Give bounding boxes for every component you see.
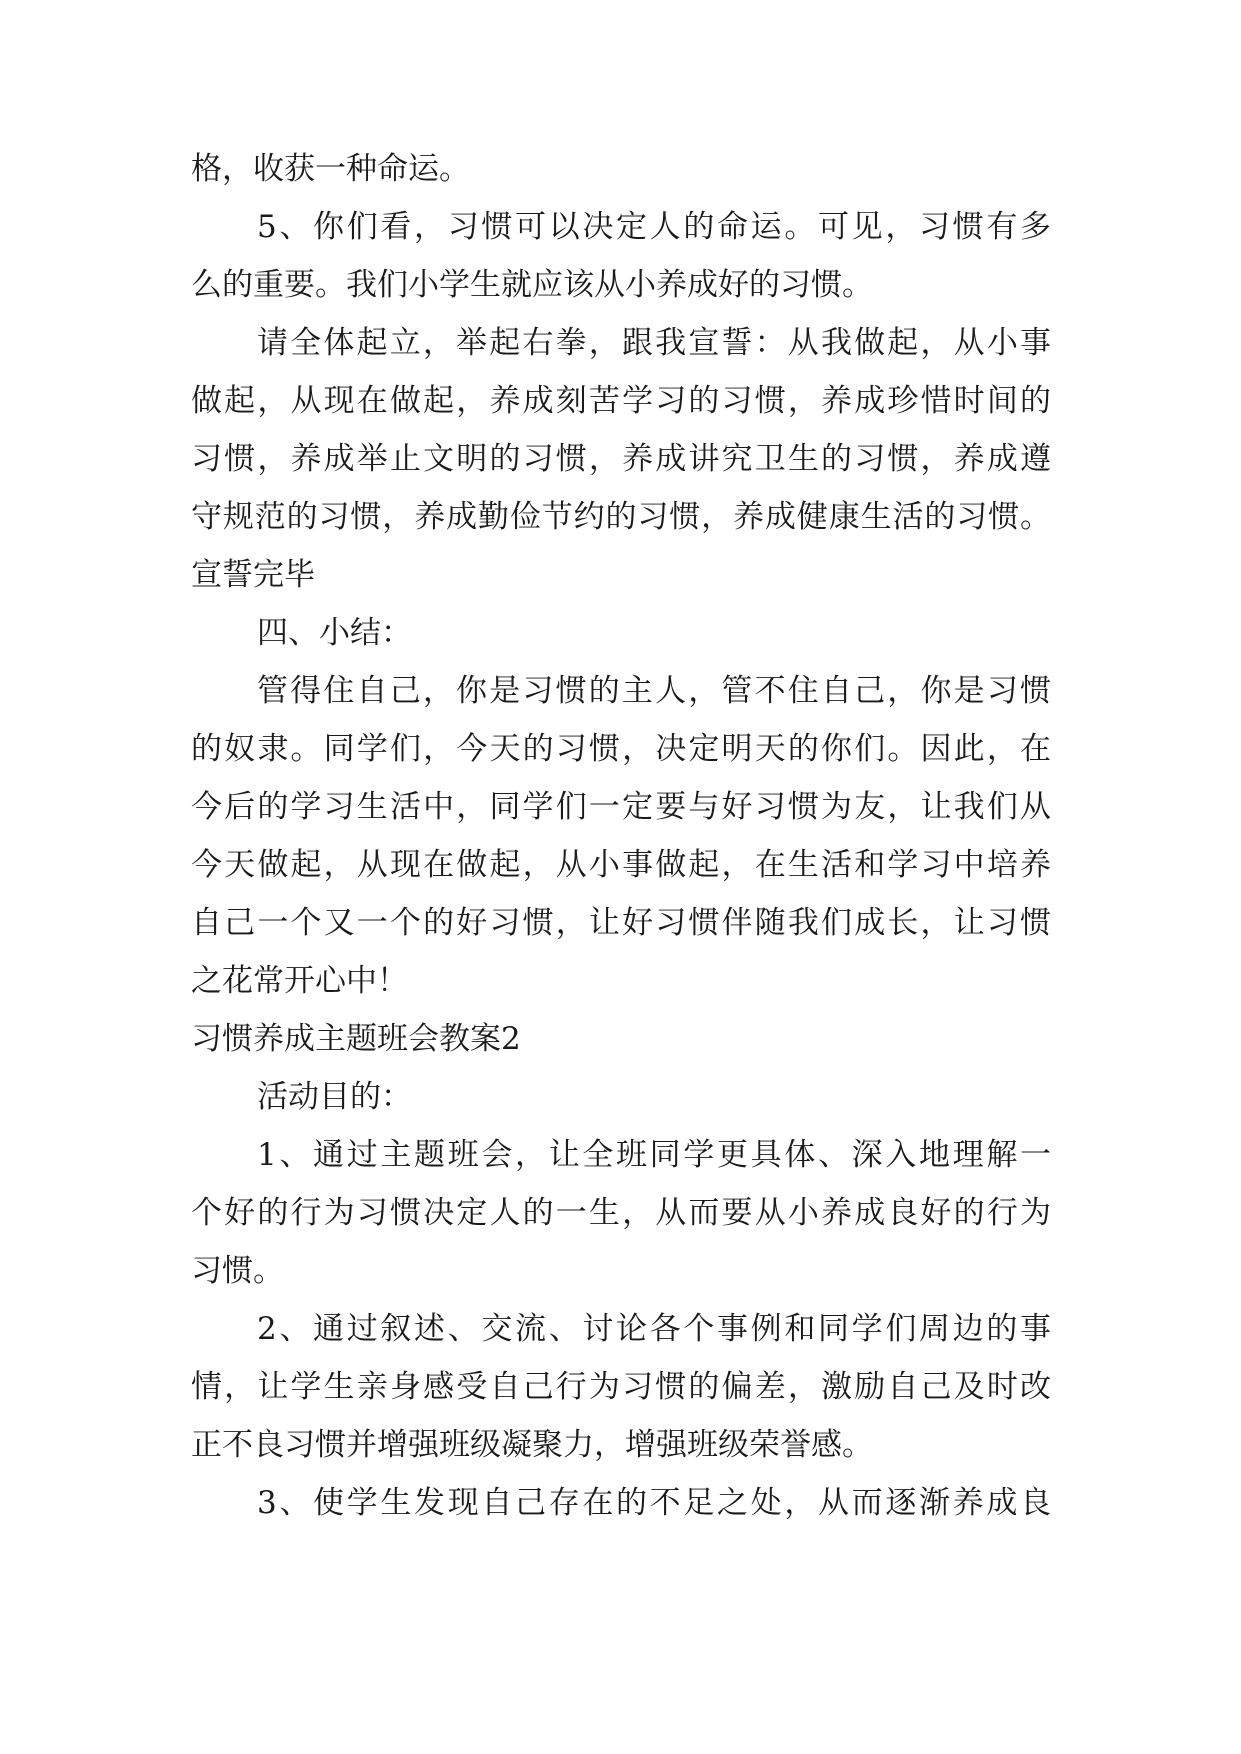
paragraph-line: 么的重要。我们小学生就应该从小养成好的习惯。 (191, 267, 873, 303)
paragraph-line: 正不良习惯并增强班级凝聚力，增强班级荣誉感。 (191, 1427, 873, 1463)
paragraph-line: 个好的行为习惯决定人的一生，从而要从小养成良好的行为 (191, 1195, 1051, 1231)
paragraph-line: 做起，从现在做起，养成刻苦学习的习惯，养成珍惜时间的 (191, 383, 1051, 419)
paragraph-line: 守规范的习惯，养成勤俭节约的习惯，养成健康生活的习惯。 (191, 499, 1051, 535)
paragraph-line: 习惯。 (191, 1253, 284, 1289)
paragraph-line: 今后的学习生活中，同学们一定要与好习惯为友，让我们从 (191, 789, 1051, 825)
paragraph-line: 宣誓完毕 (191, 557, 315, 593)
paragraph-line: 1、通过主题班会，让全班同学更具体、深入地理解一 (257, 1137, 1051, 1173)
paragraph-line: 管得住自己，你是习惯的主人，管不住自己，你是习惯 (257, 673, 1051, 709)
section-heading: 四、小结： (257, 615, 412, 651)
paragraph-line: 情，让学生亲身感受自己行为习惯的偏差，激励自己及时改 (191, 1369, 1051, 1405)
paragraph-line: 今天做起，从现在做起，从小事做起，在生活和学习中培养 (191, 847, 1051, 883)
paragraph-line: 之花常开心中！ (191, 963, 408, 999)
paragraph-line: 自己一个又一个的好习惯，让好习惯伴随我们成长，让习惯 (191, 905, 1051, 941)
paragraph-line: 习惯，养成举止文明的习惯，养成讲究卫生的习惯，养成遵 (191, 441, 1051, 477)
section-heading: 活动目的： (257, 1079, 412, 1115)
paragraph-line: 请全体起立，举起右拳，跟我宣誓：从我做起，从小事 (257, 325, 1051, 361)
paragraph-line: 5、你们看，习惯可以决定人的命运。可见，习惯有多 (257, 209, 1051, 245)
paragraph-line: 3、使学生发现自己存在的不足之处，从而逐渐养成良 (257, 1485, 1051, 1521)
paragraph-line: 格，收获一种命运。 (191, 151, 470, 187)
paragraph-line: 2、通过叙述、交流、讨论各个事例和同学们周边的事 (257, 1311, 1051, 1347)
document-title: 习惯养成主题班会教案2 (191, 1021, 521, 1057)
paragraph-line: 的奴隶。同学们，今天的习惯，决定明天的你们。因此，在 (191, 731, 1051, 767)
